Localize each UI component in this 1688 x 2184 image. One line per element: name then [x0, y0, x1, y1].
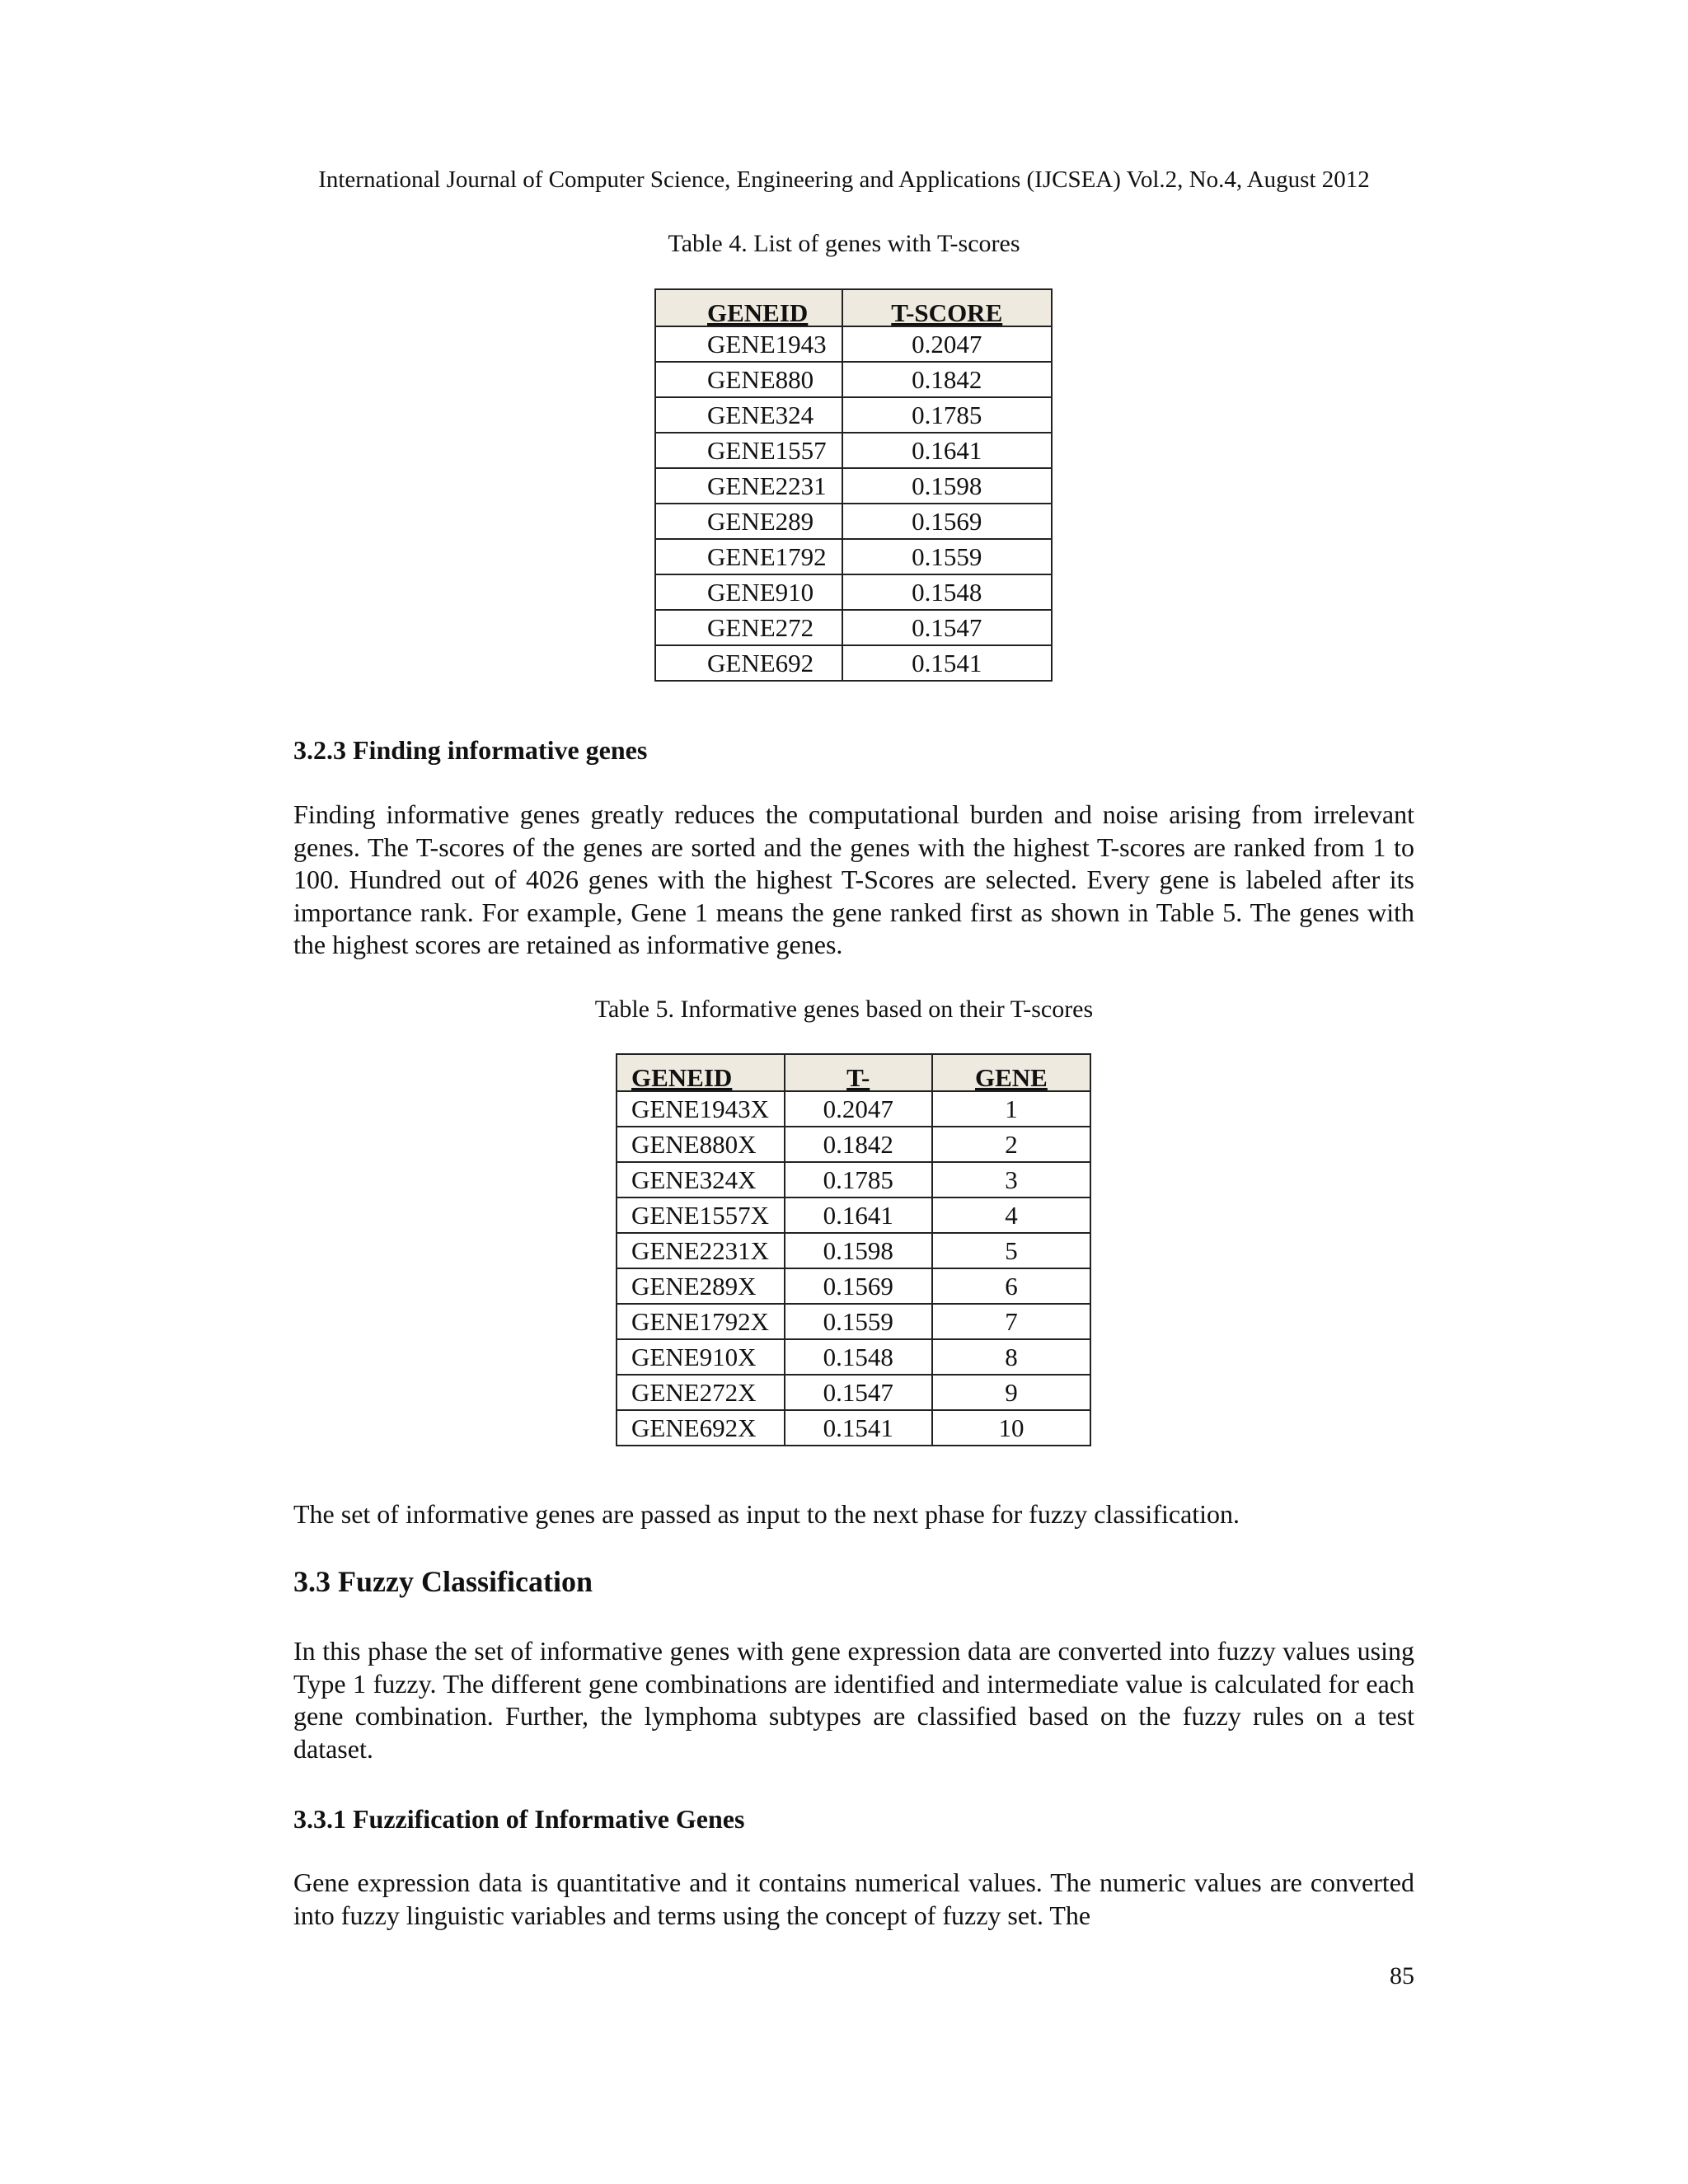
t-score-cell: 0.1842 — [842, 362, 1052, 397]
section-heading-3-3: 3.3 Fuzzy Classification — [293, 1565, 593, 1598]
gene-id-cell: GENE910X — [617, 1339, 785, 1375]
table4-caption: Table 4. List of genes with T-scores — [668, 230, 1020, 257]
gene-rank-cell: 7 — [932, 1304, 1090, 1339]
table-row — [617, 1268, 1090, 1304]
gene-id-cell: GENE1792X — [617, 1304, 785, 1339]
t-score-cell: 0.1598 — [785, 1233, 932, 1268]
gene-rank-cell: 10 — [932, 1410, 1090, 1446]
gene-id-cell: GENE2231X — [617, 1233, 785, 1268]
running-header: International Journal of Computer Science, Engineering and Applications (IJCSEA) Vol.2, No.4, August 2012 — [318, 166, 1370, 193]
table-row — [655, 397, 1052, 433]
paragraph-fuzzy-classification: In this phase the set of informative genes with gene expression data are converted into fuzzy values using Type 1 fuzzy. The different gene combinations are identified and intermediate value is calculated for each gene combination. Further, the lymphoma subtypes are classified based on the fuzzy rules on a test dataset. — [293, 1636, 1414, 1764]
table5-header-row — [617, 1054, 1090, 1091]
table-row — [617, 1304, 1090, 1339]
gene-id-cell: GENE272X — [617, 1375, 785, 1410]
section-heading-3-2-3: 3.2.3 Finding informative genes — [293, 735, 648, 765]
table5-col-gene: GENE — [932, 1054, 1090, 1091]
gene-id-cell: GENE880X — [617, 1127, 785, 1162]
t-score-cell: 0.1569 — [785, 1268, 932, 1304]
gene-rank-cell: 8 — [932, 1339, 1090, 1375]
table-row — [655, 645, 1052, 681]
gene-id-cell: GENE324X — [617, 1162, 785, 1197]
table4-col-geneid: GENEID — [655, 289, 842, 326]
t-score-cell: 0.1641 — [842, 433, 1052, 468]
table-row — [655, 539, 1052, 574]
gene-rank-cell: 6 — [932, 1268, 1090, 1304]
table-row — [617, 1410, 1090, 1446]
table5-col-tscore: T- — [785, 1054, 932, 1091]
table-row — [655, 433, 1052, 468]
table-row — [617, 1197, 1090, 1233]
gene-rank-cell: 9 — [932, 1375, 1090, 1410]
table4 — [654, 288, 1053, 682]
gene-id-cell: GENE910 — [655, 574, 842, 610]
gene-id-cell: GENE272 — [655, 610, 842, 645]
table-row — [655, 574, 1052, 610]
table-row — [617, 1162, 1090, 1197]
table-row — [655, 468, 1052, 504]
gene-id-cell: GENE289 — [655, 504, 842, 539]
table4-header-row — [655, 289, 1052, 326]
paragraph-informative-genes: Finding informative genes greatly reduces the computational burden and noise arising from irrelevant genes. The T-scores of the genes are sorted and the genes with the highest T-scores are ranked from 1 to 100. Hundred out of 4026 genes with the highest T-Scores are selected. Every gene is labeled after its importance rank. For example, Gene 1 means the gene ranked first as shown in Table 5. The genes with the highest scores are retained as informative genes. — [293, 799, 1414, 959]
gene-rank-cell: 4 — [932, 1197, 1090, 1233]
gene-id-cell: GENE692 — [655, 645, 842, 681]
t-score-cell: 0.1785 — [842, 397, 1052, 433]
t-score-cell: 0.1842 — [785, 1127, 932, 1162]
section-heading-3-3-1: 3.3.1 Fuzzification of Informative Genes — [293, 1804, 745, 1834]
t-score-cell: 0.1641 — [785, 1197, 932, 1233]
table-row — [655, 326, 1052, 362]
gene-id-cell: GENE1792 — [655, 539, 842, 574]
t-score-cell: 0.2047 — [842, 326, 1052, 362]
gene-rank-cell: 3 — [932, 1162, 1090, 1197]
gene-rank-cell: 5 — [932, 1233, 1090, 1268]
t-score-cell: 0.1548 — [842, 574, 1052, 610]
t-score-cell: 0.1541 — [842, 645, 1052, 681]
table-row — [617, 1375, 1090, 1410]
gene-id-cell: GENE880 — [655, 362, 842, 397]
t-score-cell: 0.2047 — [785, 1091, 932, 1127]
table4-col-tscore: T-SCORE — [842, 289, 1052, 326]
table5-col-geneid: GENEID — [617, 1054, 785, 1091]
t-score-cell: 0.1541 — [785, 1410, 932, 1446]
t-score-cell: 0.1548 — [785, 1339, 932, 1375]
table5 — [616, 1053, 1091, 1446]
table-row — [617, 1339, 1090, 1375]
t-score-cell: 0.1547 — [785, 1375, 932, 1410]
gene-id-cell: GENE1557 — [655, 433, 842, 468]
gene-rank-cell: 1 — [932, 1091, 1090, 1127]
page-number: 85 — [1390, 1962, 1414, 1990]
gene-id-cell: GENE2231 — [655, 468, 842, 504]
gene-id-cell: GENE1557X — [617, 1197, 785, 1233]
gene-id-cell: GENE1943X — [617, 1091, 785, 1127]
table-row — [655, 504, 1052, 539]
paragraph-fuzzification: Gene expression data is quantitative and it contains numerical values. The numeric values are converted into fuzzy linguistic variables and terms using the concept of fuzzy set. The — [293, 1868, 1414, 1930]
t-score-cell: 0.1559 — [842, 539, 1052, 574]
gene-id-cell: GENE1943 — [655, 326, 842, 362]
t-score-cell: 0.1785 — [785, 1162, 932, 1197]
table-row — [617, 1233, 1090, 1268]
table5-caption: Table 5. Informative genes based on their T-scores — [594, 996, 1094, 1023]
t-score-cell: 0.1547 — [842, 610, 1052, 645]
t-score-cell: 0.1569 — [842, 504, 1052, 539]
table-row — [617, 1091, 1090, 1127]
gene-id-cell: GENE324 — [655, 397, 842, 433]
table-row — [617, 1127, 1090, 1162]
paragraph-after-table5: The set of informative genes are passed as input to the next phase for fuzzy classification. — [293, 1499, 1240, 1529]
gene-id-cell: GENE289X — [617, 1268, 785, 1304]
t-score-cell: 0.1598 — [842, 468, 1052, 504]
gene-id-cell: GENE692X — [617, 1410, 785, 1446]
table-row — [655, 362, 1052, 397]
t-score-cell: 0.1559 — [785, 1304, 932, 1339]
gene-rank-cell: 2 — [932, 1127, 1090, 1162]
table-row — [655, 610, 1052, 645]
